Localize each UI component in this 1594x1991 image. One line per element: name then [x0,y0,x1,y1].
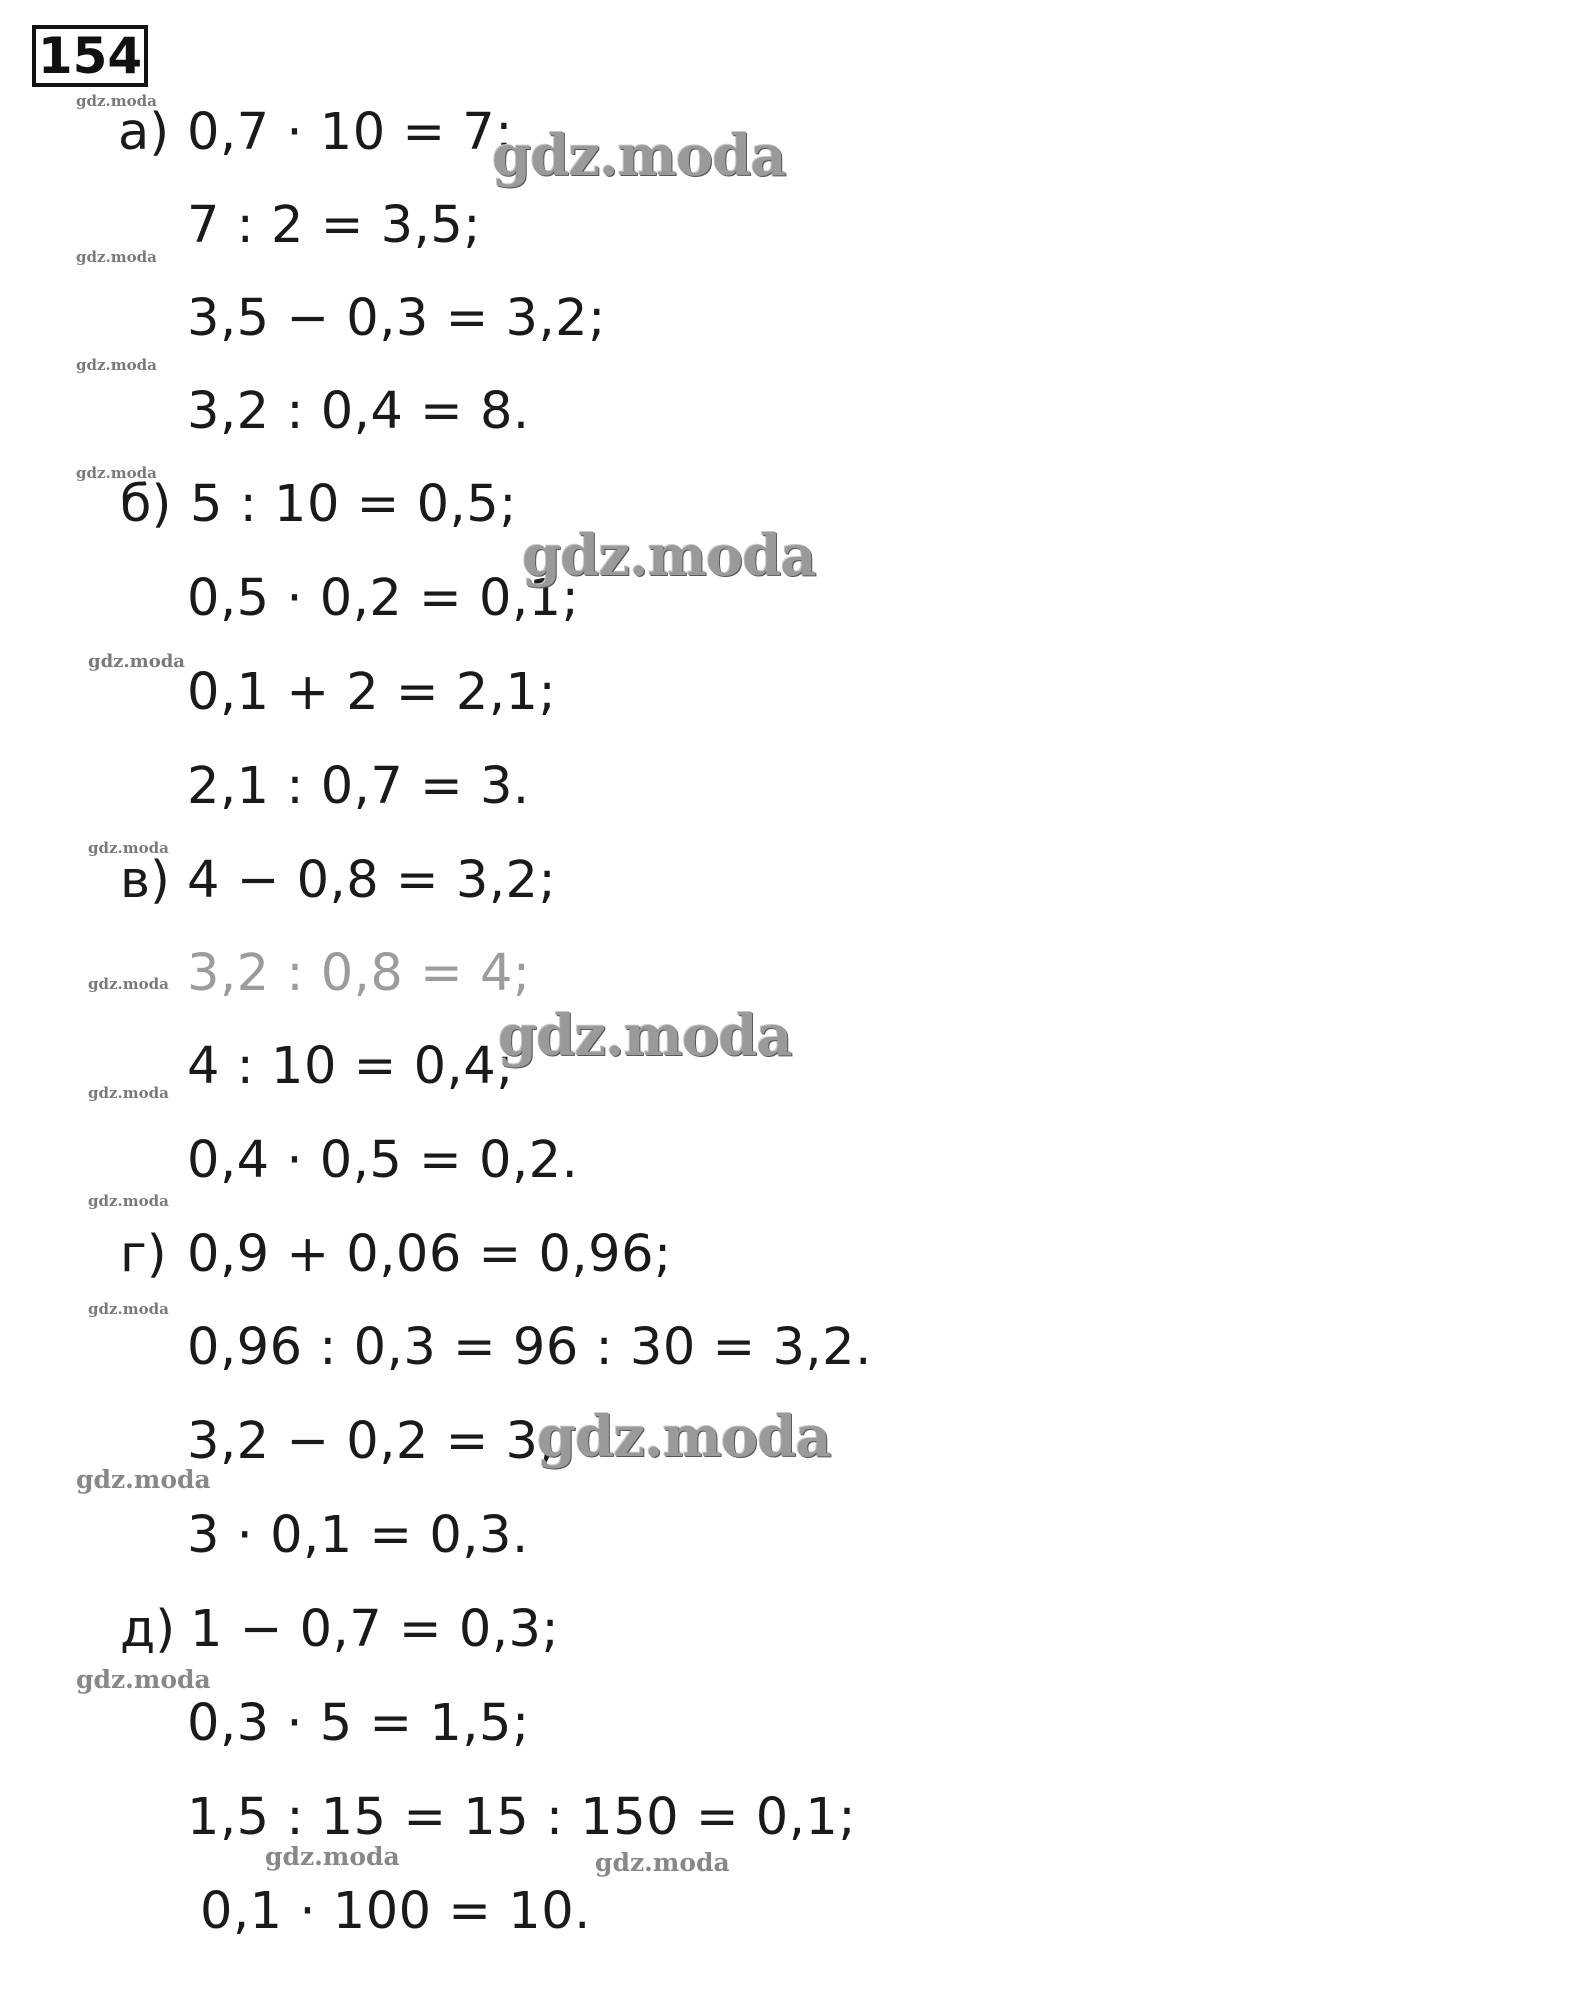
equation-line: 1,5 : 15 = 15 : 150 = 0,1; [187,1788,857,1847]
watermark: gdz.moda [76,1465,211,1494]
watermark: gdz.moda [76,356,157,374]
equation-line: 3,2 : 0,8 = 4; [187,944,531,1003]
equation-line: 0,96 : 0,3 = 96 : 30 = 3,2. [187,1318,872,1377]
equation-line: 2,1 : 0,7 = 3. [187,757,530,816]
watermark: gdz.moda [537,1404,831,1470]
problem-number: 154 [32,25,148,87]
equation-line: 0,1 · 100 = 10. [200,1882,591,1941]
equation-line: 0,9 + 0,06 = 0,96; [187,1225,672,1284]
part-label-g: г) [120,1225,167,1284]
equation-line: 3,2 − 0,2 = 3; [187,1412,557,1471]
watermark: gdz.moda [76,248,157,266]
watermark: gdz.moda [265,1842,400,1871]
part-label-a: а) [118,103,170,162]
watermark: gdz.moda [522,523,816,589]
watermark: gdz.moda [498,1003,792,1069]
watermark: gdz.moda [595,1848,730,1877]
equation-line: 3,2 : 0,4 = 8. [187,382,530,441]
equation-line: 0,5 · 0,2 = 0,1; [187,569,580,628]
part-label-b: б) [120,475,172,534]
equation-line: 3 · 0,1 = 0,3. [187,1506,529,1565]
watermark: gdz.moda [88,1192,169,1210]
equation-line: 5 : 10 = 0,5; [190,475,517,534]
equation-line: 3,5 − 0,3 = 3,2; [187,289,606,348]
equation-line: 4 : 10 = 0,4; [187,1037,514,1096]
watermark: gdz.moda [76,1665,211,1694]
equation-line: 0,1 + 2 = 2,1; [187,663,557,722]
watermark: gdz.moda [88,839,169,857]
watermark: gdz.moda [76,464,157,482]
watermark: gdz.moda [88,651,185,672]
watermark: gdz.moda [492,123,786,189]
part-label-v: в) [120,851,170,910]
watermark: gdz.moda [88,1300,169,1318]
equation-line: 0,3 · 5 = 1,5; [187,1694,530,1753]
watermark: gdz.moda [88,975,169,993]
equation-line: 1 − 0,7 = 0,3; [190,1600,560,1659]
equation-line: 0,4 · 0,5 = 0,2. [187,1131,579,1190]
watermark: gdz.moda [76,92,157,110]
equation-line: 4 − 0,8 = 3,2; [187,851,557,910]
part-label-d: д) [120,1600,176,1659]
equation-line: 0,7 · 10 = 7; [187,103,513,162]
equation-line: 7 : 2 = 3,5; [187,196,481,255]
watermark: gdz.moda [88,1084,169,1102]
